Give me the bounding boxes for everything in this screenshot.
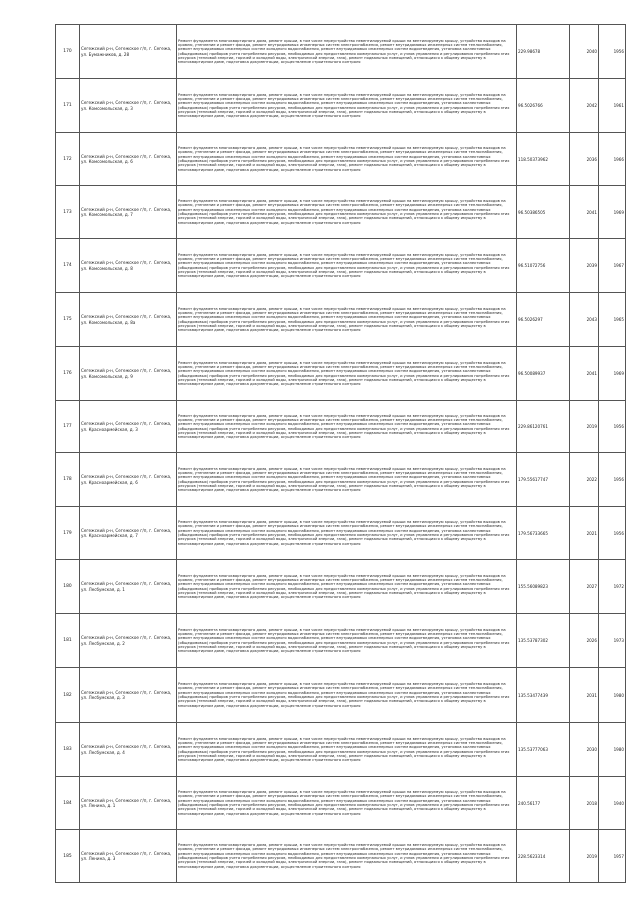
row-address: Сегежский р-н, Сегежское г/п, г. Сегежа, ул. Ленина, д. 3 (80, 830, 177, 883)
row-work-description: Ремонт фундамента многоквартирного дома, ремонт крыши, в том числе переустройство невентилируемой крыши на вентилируемую крышу, устройство выходов на кровлю, утепление и ремонт фасада, ремонт внутридомовых инженерных систем электроснабжения, ремонт внутридомовых инженерных систем теплоснабжения, ремонт внутридомовых инженерных систем холодного водоснабжения, ремонт внутридомовых инженерных систем водоотведения, установка коллективных (общедомовых) приборов учета потребления ресурсов, необходимых для предоставления коммунальных услуг, и узлов управления и регулирования потребления этих ресурсов (тепловой энергии, горячей и холодной воды, электрической энергии, газа), ремонт подвальных помещений, относящихся к общему имуществу в многоквартирном доме, подготовка документации, осуществление строительного контроля (177, 668, 517, 723)
row-address: Сегежский р-н, Сегежское г/п, г. Сегежа, ул. Комсомольская, д. 8а (80, 293, 177, 347)
row-number: 174 (56, 239, 80, 293)
row-address: Сегежский р-н, Сегежское г/п, г. Сегежа, ул. Красноармейская, д. 3 (80, 401, 177, 453)
row-address: Сегежский р-н, Сегежское г/п, г. Сегежа, ул. Бумажников, д. 28 (80, 25, 177, 79)
table-row (56, 777, 626, 830)
row-work-description: Ремонт фундамента многоквартирного дома, ремонт крыши, в том числе переустройство невентилируемой крыши на вентилируемую крышу, устройство выходов на кровлю, утепление и ремонт фасада, ремонт внутридомовых инженерных систем электроснабжения, ремонт внутридомовых инженерных систем теплоснабжения, ремонт внутридомовых инженерных систем холодного водоснабжения, ремонт внутридомовых инженерных систем водоотведения, установка коллективных (общедомовых) приборов учета потребления ресурсов, необходимых для предоставления коммунальных услуг, и узлов управления и регулирования потребления этих ресурсов (тепловой энергии, горячей и холодной воды, электрической энергии, газа), ремонт подвальных помещений, относящихся к общему имуществу в многоквартирном доме, подготовка документации, осуществление строительного контроля (177, 239, 517, 293)
row-number: 185 (56, 830, 80, 883)
row-planned-year: 2039 (570, 239, 599, 293)
table-row (56, 293, 626, 347)
row-number: 179 (56, 507, 80, 560)
row-cost-value: 96.50089937 (517, 347, 570, 401)
table-row (56, 133, 626, 186)
row-planned-year: 2031 (570, 668, 599, 723)
row-number: 182 (56, 668, 80, 723)
row-cost-value: 229.98678 (517, 25, 570, 79)
row-number: 178 (56, 453, 80, 507)
table-row (56, 239, 626, 293)
row-planned-year: 2043 (570, 293, 599, 347)
table-row (56, 560, 626, 614)
row-cost-value: 135.53777063 (517, 723, 570, 777)
row-year-built: 1969 (599, 347, 626, 401)
row-number: 171 (56, 79, 80, 133)
row-planned-year: 2036 (570, 133, 599, 186)
row-planned-year: 2042 (570, 79, 599, 133)
row-cost-value: 96.51072756 (517, 239, 570, 293)
row-work-description: Ремонт фундамента многоквартирного дома, ремонт крыши, в том числе переустройство невентилируемой крыши на вентилируемую крышу, устройство выходов на кровлю, утепление и ремонт фасада, ремонт внутридомовых инженерных систем электроснабжения, ремонт внутридомовых инженерных систем теплоснабжения, ремонт внутридомовых инженерных систем холодного водоснабжения, ремонт внутридомовых инженерных систем водоотведения, установка коллективных (общедомовых) приборов учета потребления ресурсов, необходимых для предоставления коммунальных услуг, и узлов управления и регулирования потребления этих ресурсов (тепловой энергии, горячей и холодной воды, электрической энергии, газа), ремонт подвальных помещений, относящихся к общему имуществу в многоквартирном доме, подготовка документации, осуществление строительного контроля (177, 401, 517, 453)
row-address: Сегежский р-н, Сегежское г/п, г. Сегежа, ул. Лесбумская, д. 1 (80, 560, 177, 614)
row-planned-year: 2040 (570, 25, 599, 79)
row-number: 173 (56, 186, 80, 239)
row-address: Сегежский р-н, Сегежское г/п, г. Сегежа, ул. Красноармейская, д. 6 (80, 453, 177, 507)
capital-repair-table (55, 24, 626, 883)
row-work-description: Ремонт фундамента многоквартирного дома, ремонт крыши, в том числе переустройство невентилируемой крыши на вентилируемую крышу, устройство выходов на кровлю, утепление и ремонт фасада, ремонт внутридомовых инженерных систем электроснабжения, ремонт внутридомовых инженерных систем теплоснабжения, ремонт внутридомовых инженерных систем холодного водоснабжения, ремонт внутридомовых инженерных систем водоотведения, установка коллективных (общедомовых) приборов учета потребления ресурсов, необходимых для предоставления коммунальных услуг, и узлов управления и регулирования потребления этих ресурсов (тепловой энергии, горячей и холодной воды, электрической энергии, газа), ремонт подвальных помещений, относящихся к общему имуществу в многоквартирном доме, подготовка документации, осуществление строительного контроля (177, 186, 517, 239)
row-year-built: 1956 (599, 401, 626, 453)
row-cost-value: 96.50386505 (517, 186, 570, 239)
row-work-description: Ремонт фундамента многоквартирного дома, ремонт крыши, в том числе переустройство невентилируемой крыши на вентилируемую крышу, устройство выходов на кровлю, утепление и ремонт фасада, ремонт внутридомовых инженерных систем электроснабжения, ремонт внутридомовых инженерных систем теплоснабжения, ремонт внутридомовых инженерных систем холодного водоснабжения, ремонт внутридомовых инженерных систем водоотведения, установка коллективных (общедомовых) приборов учета потребления ресурсов, необходимых для предоставления коммунальных услуг, и узлов управления и регулирования потребления этих ресурсов (тепловой энергии, горячей и холодной воды, электрической энергии, газа), ремонт подвальных помещений, относящихся к общему имуществу в многоквартирном доме, подготовка документации, осуществление строительного контроля (177, 133, 517, 186)
row-year-built: 1966 (599, 133, 626, 186)
row-address: Сегежский р-н, Сегежское г/п, г. Сегежа, ул. Лесбумская, д. 4 (80, 723, 177, 777)
row-address: Сегежский р-н, Сегежское г/п, г. Сегежа, ул. Комсомольская, д. 3 (80, 79, 177, 133)
row-number: 181 (56, 614, 80, 668)
row-planned-year: 2018 (570, 777, 599, 830)
row-cost-value: 155.56089823 (517, 560, 570, 614)
row-year-built: 1961 (599, 79, 626, 133)
row-address: Сегежский р-н, Сегежское г/п, г. Сегежа, ул. Красноармейская, д. 7 (80, 507, 177, 560)
row-work-description: Ремонт фундамента многоквартирного дома, ремонт крыши, в том числе переустройство невентилируемой крыши на вентилируемую крышу, устройство выходов на кровлю, утепление и ремонт фасада, ремонт внутридомовых инженерных систем электроснабжения, ремонт внутридомовых инженерных систем теплоснабжения, ремонт внутридомовых инженерных систем холодного водоснабжения, ремонт внутридомовых инженерных систем водоотведения, установка коллективных (общедомовых) приборов учета потребления ресурсов, необходимых для предоставления коммунальных услуг, и узлов управления и регулирования потребления этих ресурсов (тепловой энергии, горячей и холодной воды, электрической энергии, газа), ремонт подвальных помещений, относящихся к общему имуществу в многоквартирном доме, подготовка документации, осуществление строительного контроля (177, 560, 517, 614)
row-work-description: Ремонт фундамента многоквартирного дома, ремонт крыши, в том числе переустройство невентилируемой крыши на вентилируемую крышу, устройство выходов на кровлю, утепление и ремонт фасада, ремонт внутридомовых инженерных систем электроснабжения, ремонт внутридомовых инженерных систем теплоснабжения, ремонт внутридомовых инженерных систем холодного водоснабжения, ремонт внутридомовых инженерных систем водоотведения, установка коллективных (общедомовых) приборов учета потребления ресурсов, необходимых для предоставления коммунальных услуг, и узлов управления и регулирования потребления этих ресурсов (тепловой энергии, горячей и холодной воды, электрической энергии, газа), ремонт подвальных помещений, относящихся к общему имуществу в многоквартирном доме, подготовка документации, осуществление строительного контроля (177, 507, 517, 560)
row-year-built: 1972 (599, 560, 626, 614)
table-row (56, 453, 626, 507)
table-row (56, 723, 626, 777)
row-cost-value: 179.55617747 (517, 453, 570, 507)
row-planned-year: 2019 (570, 401, 599, 453)
row-number: 176 (56, 347, 80, 401)
row-planned-year: 2030 (570, 723, 599, 777)
row-address: Сегежский р-н, Сегежское г/п, г. Сегежа, ул. Комсомольская, д. 8 (80, 239, 177, 293)
row-address: Сегежский р-н, Сегежское г/п, г. Сегежа, ул. Лесбумская, д. 2 (80, 614, 177, 668)
row-number: 175 (56, 293, 80, 347)
row-planned-year: 2041 (570, 186, 599, 239)
table-row (56, 25, 626, 79)
row-year-built: 1969 (599, 186, 626, 239)
row-address: Сегежский р-н, Сегежское г/п, г. Сегежа, ул. Комсомольская, д. 7 (80, 186, 177, 239)
row-year-built: 1957 (599, 830, 626, 883)
row-number: 172 (56, 133, 80, 186)
row-planned-year: 2019 (570, 830, 599, 883)
row-planned-year: 2026 (570, 614, 599, 668)
row-work-description: Ремонт фундамента многоквартирного дома, ремонт крыши, в том числе переустройство невентилируемой крыши на вентилируемую крышу, устройство выходов на кровлю, утепление и ремонт фасада, ремонт внутридомовых инженерных систем электроснабжения, ремонт внутридомовых инженерных систем теплоснабжения, ремонт внутридомовых инженерных систем холодного водоснабжения, ремонт внутридомовых инженерных систем водоотведения, установка коллективных (общедомовых) приборов учета потребления ресурсов, необходимых для предоставления коммунальных услуг, и узлов управления и регулирования потребления этих ресурсов (тепловой энергии, горячей и холодной воды, электрической энергии, газа), ремонт подвальных помещений, относящихся к общему имуществу в многоквартирном доме, подготовка документации, осуществление строительного контроля (177, 347, 517, 401)
table-row (56, 668, 626, 723)
row-work-description: Ремонт фундамента многоквартирного дома, ремонт крыши, в том числе переустройство невентилируемой крыши на вентилируемую крышу, устройство выходов на кровлю, утепление и ремонт фасада, ремонт внутридомовых инженерных систем электроснабжения, ремонт внутридомовых инженерных систем теплоснабжения, ремонт внутридомовых инженерных систем холодного водоснабжения, ремонт внутридомовых инженерных систем водоотведения, установка коллективных (общедомовых) приборов учета потребления ресурсов, необходимых для предоставления коммунальных услуг, и узлов управления и регулирования потребления этих ресурсов (тепловой энергии, горячей и холодной воды, электрической энергии, газа), ремонт подвальных помещений, относящихся к общему имуществу в многоквартирном доме, подготовка документации, осуществление строительного контроля (177, 614, 517, 668)
row-cost-value: 228.5623314 (517, 830, 570, 883)
table-row (56, 347, 626, 401)
row-cost-value: 179.56733665 (517, 507, 570, 560)
row-cost-value: 135.53787302 (517, 614, 570, 668)
row-work-description: Ремонт фундамента многоквартирного дома, ремонт крыши, в том числе переустройство невентилируемой крыши на вентилируемую крышу, устройство выходов на кровлю, утепление и ремонт фасада, ремонт внутридомовых инженерных систем электроснабжения, ремонт внутридомовых инженерных систем теплоснабжения, ремонт внутридомовых инженерных систем холодного водоснабжения, ремонт внутридомовых инженерных систем водоотведения, установка коллективных (общедомовых) приборов учета потребления ресурсов, необходимых для предоставления коммунальных услуг, и узлов управления и регулирования потребления этих ресурсов (тепловой энергии, горячей и холодной воды, электрической энергии, газа), ремонт подвальных помещений, относящихся к общему имуществу в многоквартирном доме, подготовка документации, осуществление строительного контроля (177, 453, 517, 507)
table-row (56, 79, 626, 133)
row-work-description: Ремонт фундамента многоквартирного дома, ремонт крыши, в том числе переустройство невентилируемой крыши на вентилируемую крышу, устройство выходов на кровлю, утепление и ремонт фасада, ремонт внутридомовых инженерных систем электроснабжения, ремонт внутридомовых инженерных систем теплоснабжения, ремонт внутридомовых инженерных систем холодного водоснабжения, ремонт внутридомовых инженерных систем водоотведения, установка коллективных (общедомовых) приборов учета потребления ресурсов, необходимых для предоставления коммунальных услуг, и узлов управления и регулирования потребления этих ресурсов (тепловой энергии, горячей и холодной воды, электрической энергии, газа), ремонт подвальных помещений, относящихся к общему имуществу в многоквартирном доме, подготовка документации, осуществление строительного контроля (177, 830, 517, 883)
row-number: 177 (56, 401, 80, 453)
row-year-built: 1973 (599, 614, 626, 668)
row-year-built: 1956 (599, 453, 626, 507)
row-planned-year: 2041 (570, 347, 599, 401)
row-year-built: 1980 (599, 723, 626, 777)
row-number: 170 (56, 25, 80, 79)
table-body (56, 25, 626, 883)
table-row (56, 401, 626, 453)
row-cost-value: 96.5026297 (517, 293, 570, 347)
row-address: Сегежский р-н, Сегежское г/п, г. Сегежа, ул. Лесбумская, д. 3 (80, 668, 177, 723)
row-work-description: Ремонт фундамента многоквартирного дома, ремонт крыши, в том числе переустройство невентилируемой крыши на вентилируемую крышу, устройство выходов на кровлю, утепление и ремонт фасада, ремонт внутридомовых инженерных систем электроснабжения, ремонт внутридомовых инженерных систем теплоснабжения, ремонт внутридомовых инженерных систем холодного водоснабжения, ремонт внутридомовых инженерных систем водоотведения, установка коллективных (общедомовых) приборов учета потребления ресурсов, необходимых для предоставления коммунальных услуг, и узлов управления и регулирования потребления этих ресурсов (тепловой энергии, горячей и холодной воды, электрической энергии, газа), ремонт подвальных помещений, относящихся к общему имуществу в многоквартирном доме, подготовка документации, осуществление строительного контроля (177, 79, 517, 133)
row-year-built: 1956 (599, 25, 626, 79)
row-year-built: 1967 (599, 239, 626, 293)
row-year-built: 1980 (599, 668, 626, 723)
row-work-description: Ремонт фундамента многоквартирного дома, ремонт крыши, в том числе переустройство невентилируемой крыши на вентилируемую крышу, устройство выходов на кровлю, утепление и ремонт фасада, ремонт внутридомовых инженерных систем электроснабжения, ремонт внутридомовых инженерных систем теплоснабжения, ремонт внутридомовых инженерных систем холодного водоснабжения, ремонт внутридомовых инженерных систем водоотведения, установка коллективных (общедомовых) приборов учета потребления ресурсов, необходимых для предоставления коммунальных услуг, и узлов управления и регулирования потребления этих ресурсов (тепловой энергии, горячей и холодной воды, электрической энергии, газа), ремонт подвальных помещений, относящихся к общему имуществу в многоквартирном доме, подготовка документации, осуществление строительного контроля (177, 777, 517, 830)
row-number: 184 (56, 777, 80, 830)
row-work-description: Ремонт фундамента многоквартирного дома, ремонт крыши, в том числе переустройство невентилируемой крыши на вентилируемую крышу, устройство выходов на кровлю, утепление и ремонт фасада, ремонт внутридомовых инженерных систем электроснабжения, ремонт внутридомовых инженерных систем теплоснабжения, ремонт внутридомовых инженерных систем холодного водоснабжения, ремонт внутридомовых инженерных систем водоотведения, установка коллективных (общедомовых) приборов учета потребления ресурсов, необходимых для предоставления коммунальных услуг, и узлов управления и регулирования потребления этих ресурсов (тепловой энергии, горячей и холодной воды, электрической энергии, газа), ремонт подвальных помещений, относящихся к общему имуществу в многоквартирном доме, подготовка документации, осуществление строительного контроля (177, 293, 517, 347)
row-planned-year: 2021 (570, 507, 599, 560)
row-address: Сегежский р-н, Сегежское г/п, г. Сегежа, ул. Комсомольская, д. 6 (80, 133, 177, 186)
row-work-description: Ремонт фундамента многоквартирного дома, ремонт крыши, в том числе переустройство невентилируемой крыши на вентилируемую крышу, устройство выходов на кровлю, утепление и ремонт фасада, ремонт внутридомовых инженерных систем электроснабжения, ремонт внутридомовых инженерных систем теплоснабжения, ремонт внутридомовых инженерных систем холодного водоснабжения, ремонт внутридомовых инженерных систем водоотведения, установка коллективных (общедомовых) приборов учета потребления ресурсов, необходимых для предоставления коммунальных услуг, и узлов управления и регулирования потребления этих ресурсов (тепловой энергии, горячей и холодной воды, электрической энергии, газа), ремонт подвальных помещений, относящихся к общему имуществу в многоквартирном доме, подготовка документации, осуществление строительного контроля (177, 25, 517, 79)
table-row (56, 614, 626, 668)
row-cost-value: 240.56177 (517, 777, 570, 830)
row-work-description: Ремонт фундамента многоквартирного дома, ремонт крыши, в том числе переустройство невентилируемой крыши на вентилируемую крышу, устройство выходов на кровлю, утепление и ремонт фасада, ремонт внутридомовых инженерных систем электроснабжения, ремонт внутридомовых инженерных систем теплоснабжения, ремонт внутридомовых инженерных систем холодного водоснабжения, ремонт внутридомовых инженерных систем водоотведения, установка коллективных (общедомовых) приборов учета потребления ресурсов, необходимых для предоставления коммунальных услуг, и узлов управления и регулирования потребления этих ресурсов (тепловой энергии, горячей и холодной воды, электрической энергии, газа), ремонт подвальных помещений, относящихся к общему имуществу в многоквартирном доме, подготовка документации, осуществление строительного контроля (177, 723, 517, 777)
table-row (56, 830, 626, 883)
row-number: 180 (56, 560, 80, 614)
row-cost-value: 135.53477439 (517, 668, 570, 723)
row-planned-year: 2022 (570, 453, 599, 507)
row-address: Сегежский р-н, Сегежское г/п, г. Сегежа, ул. Ленина, д. 1 (80, 777, 177, 830)
row-cost-value: 96.5026766 (517, 79, 570, 133)
row-cost-value: 229.86120761 (517, 401, 570, 453)
row-year-built: 1940 (599, 777, 626, 830)
row-number: 183 (56, 723, 80, 777)
row-year-built: 1956 (599, 507, 626, 560)
table-row (56, 186, 626, 239)
row-year-built: 1965 (599, 293, 626, 347)
table-row (56, 507, 626, 560)
row-cost-value: 118.50373962 (517, 133, 570, 186)
row-planned-year: 2027 (570, 560, 599, 614)
row-address: Сегежский р-н, Сегежское г/п, г. Сегежа, ул. Комсомольская, д. 9 (80, 347, 177, 401)
